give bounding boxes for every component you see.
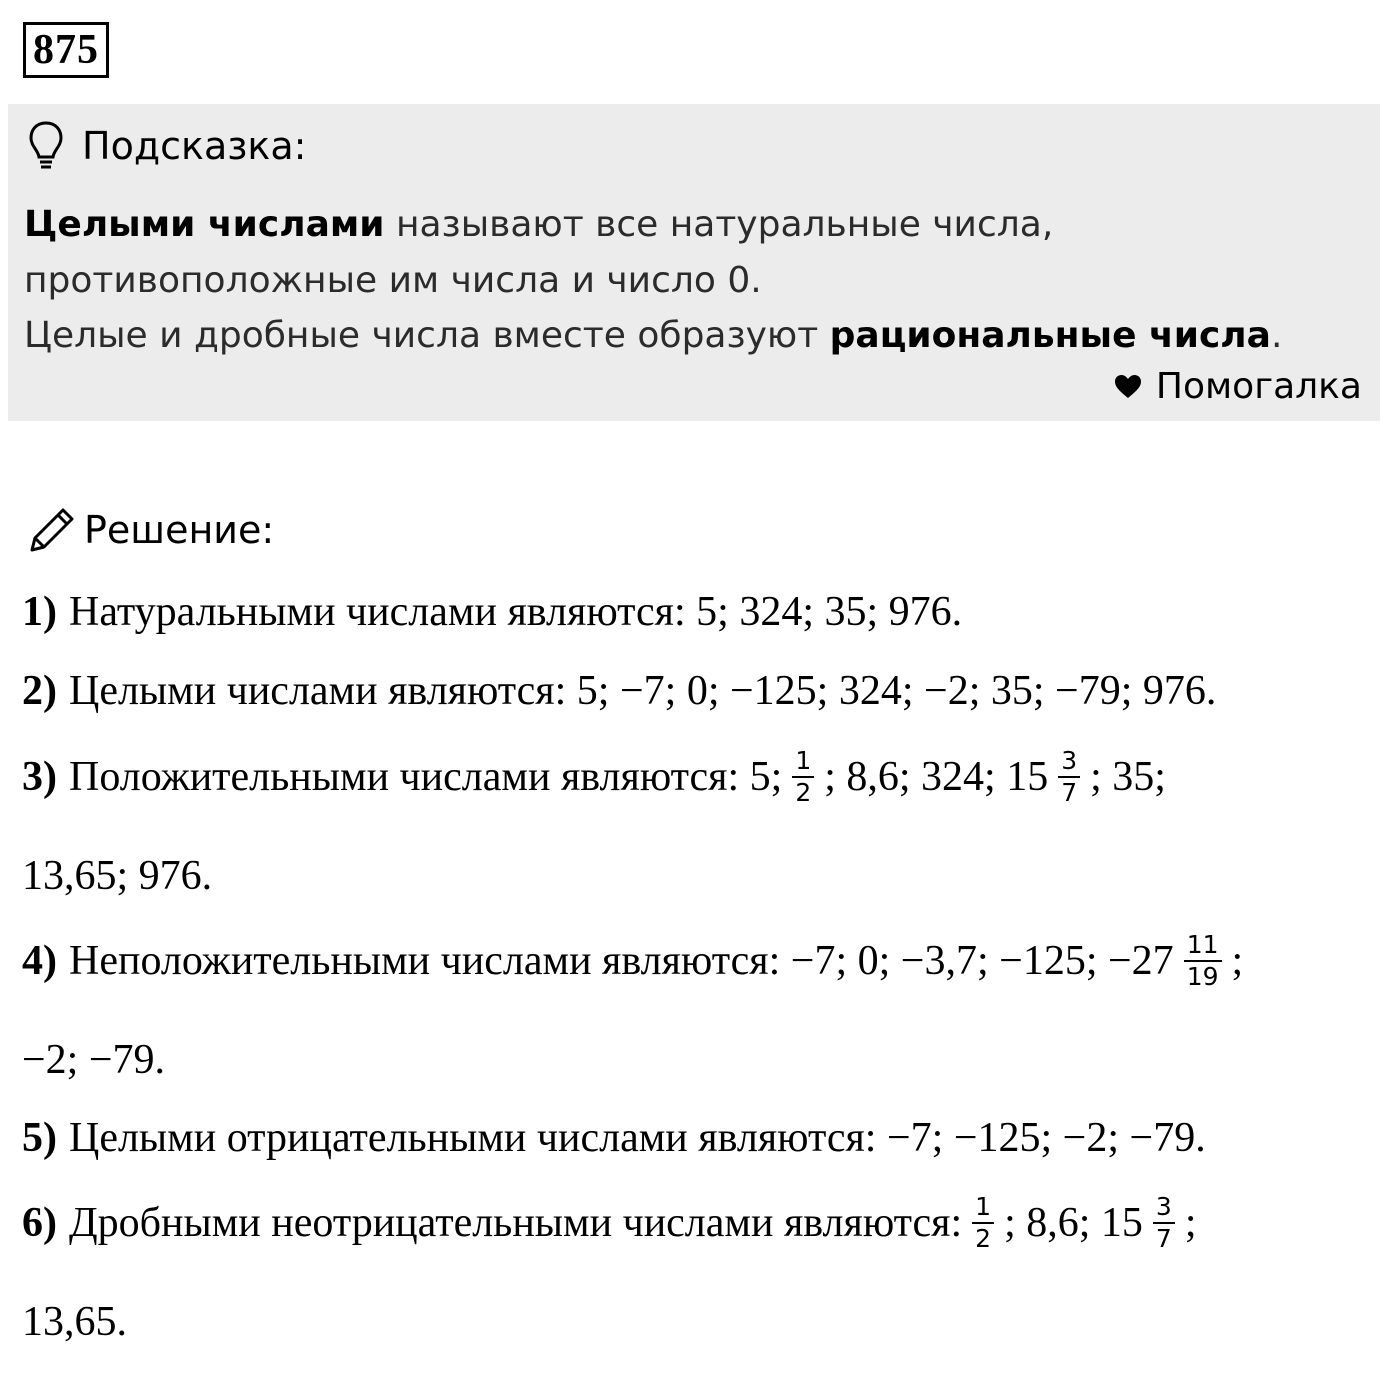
item-text: Натуральными числами являются: 5; 324; 35; 976. xyxy=(69,589,963,635)
solution-title xyxy=(26,500,274,560)
fraction xyxy=(792,746,814,808)
item-text: ; 8,6; 324; 15 xyxy=(824,754,1049,800)
solution-item-4 xyxy=(22,930,1243,992)
hint-term-rational: рациональные числа xyxy=(829,315,1271,356)
solution-item-4-continuation: −2; −79. xyxy=(22,1037,166,1083)
hint-line-1-text: называют все натуральные числа, xyxy=(384,204,1054,245)
hint-line-1 xyxy=(24,204,1053,245)
item-number: 2) xyxy=(22,668,57,714)
hint-box xyxy=(8,104,1380,421)
fraction-numerator: 11 xyxy=(1184,930,1222,962)
fraction-numerator: 3 xyxy=(1058,746,1080,778)
lightbulb-icon xyxy=(28,120,64,172)
fraction-denominator: 2 xyxy=(795,778,812,807)
fraction-denominator: 19 xyxy=(1186,962,1219,991)
item-number: 1) xyxy=(22,589,57,635)
item-number: 5) xyxy=(22,1115,57,1161)
fraction xyxy=(972,1192,994,1254)
hint-line-3-end: . xyxy=(1270,315,1283,356)
hint-title-text: Подсказка: xyxy=(82,124,307,168)
solution-title-text: Решение: xyxy=(84,508,275,552)
hint-line-3-text: Целые и дробные числа вместе образуют xyxy=(24,315,830,356)
heart-icon xyxy=(1114,374,1142,400)
fraction-numerator: 3 xyxy=(1153,1192,1175,1224)
hint-title xyxy=(28,116,306,176)
hint-term-integers: Целыми числами xyxy=(24,204,385,245)
fraction-numerator: 1 xyxy=(792,746,814,778)
item-text: Неположительными числами являются: −7; 0; −3,7; −125; −27 xyxy=(69,938,1174,984)
fraction xyxy=(1153,1192,1175,1254)
solution-item-2 xyxy=(22,667,1216,715)
item-text: Дробными неотрицательными числами являются: xyxy=(69,1200,963,1246)
item-text: Целыми числами являются: 5; −7; 0; −125; 324; −2; 35; −79; 976. xyxy=(69,668,1217,714)
fraction-denominator: 7 xyxy=(1155,1224,1172,1253)
item-number: 3) xyxy=(22,754,57,800)
task-number: 875 xyxy=(23,22,109,78)
fraction-numerator: 1 xyxy=(972,1192,994,1224)
fraction-denominator: 2 xyxy=(975,1224,992,1253)
brand-text: Помогалка xyxy=(1155,366,1362,407)
fraction xyxy=(1058,746,1080,808)
item-text: Целыми отрицательными числами являются: −7; −125; −2; −79. xyxy=(69,1115,1206,1161)
hint-line-2: противоположные им числа и число 0. xyxy=(24,260,762,301)
solution-item-6-continuation: 13,65. xyxy=(22,1299,127,1345)
solution-item-5 xyxy=(22,1114,1206,1162)
solution-item-1 xyxy=(22,588,962,636)
item-text: Положительными числами являются: 5; xyxy=(69,754,783,800)
solution-item-3-continuation: 13,65; 976. xyxy=(22,853,213,899)
item-text: ; xyxy=(1231,938,1244,984)
fraction-denominator: 7 xyxy=(1061,778,1078,807)
item-number: 4) xyxy=(22,938,57,984)
item-text: ; 8,6; 15 xyxy=(1004,1200,1143,1246)
item-text: ; xyxy=(1184,1200,1197,1246)
brand xyxy=(1114,366,1362,407)
solution-item-3 xyxy=(22,746,1166,808)
solution-item-6 xyxy=(22,1192,1196,1254)
pencil-icon xyxy=(26,504,78,556)
item-number: 6) xyxy=(22,1200,57,1246)
item-text: ; 35; xyxy=(1090,754,1166,800)
hint-line-3 xyxy=(24,315,1282,356)
fraction xyxy=(1184,930,1222,992)
